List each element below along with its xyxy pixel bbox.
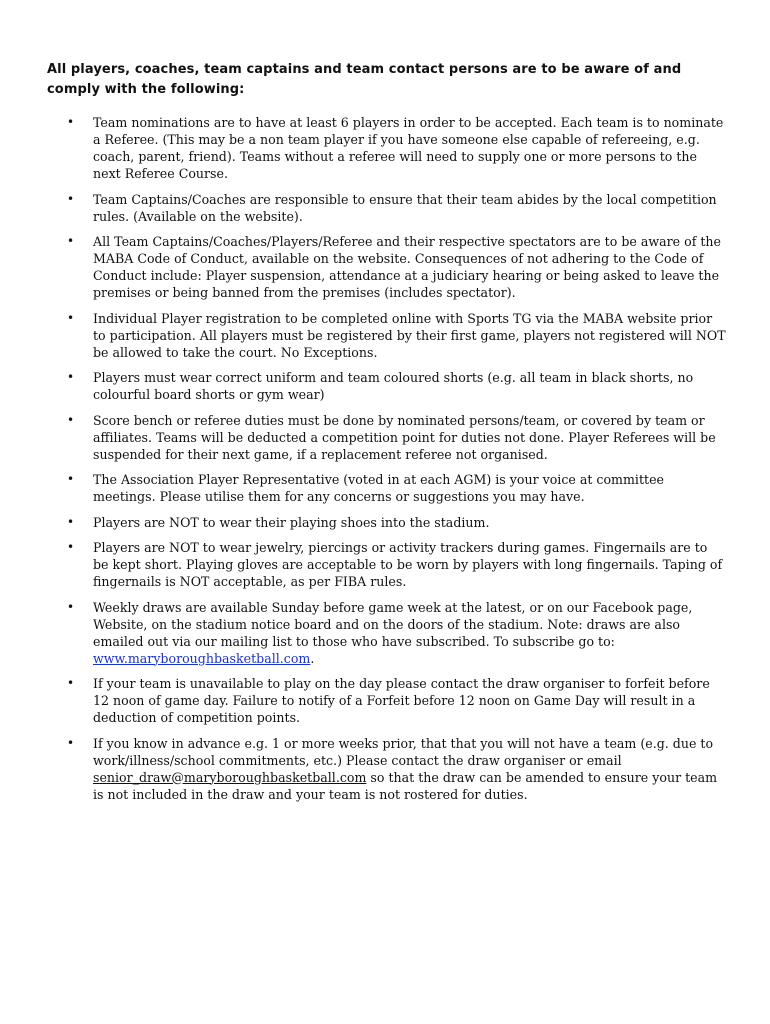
rule-text: Team nominations are to have at least 6 players in order to be accepted. Each team is to nominate a Referee. (This may be a non team player if you have someone else capable of refereeing, e.g. coach, parent, friend). Teams without a referee will need to supply one or more persons to the next Referee Course.: [93, 115, 724, 181]
bullet-icon: •: [67, 191, 75, 206]
email-link[interactable]: senior_draw@maryboroughbasketball.com: [93, 769, 367, 785]
rule-text: Weekly draws are available Sunday before game week at the latest, or on our Facebook page, Website, on the stadium notice board and on the doors of the stadium. Note: draws are also emailed out via our mailing list to those who have subscribed. To subscribe go to:: [93, 599, 693, 649]
rule-text: Score bench or referee duties must be done by nominated persons/team, or covered by team or affiliates. Teams will be deducted a competition point for duties not done. Player Referees will be suspended for their next game, if a replacement referee not organised.: [93, 412, 716, 462]
bullet-icon: •: [67, 735, 75, 750]
list-item: [47, 675, 726, 726]
list-item: [47, 599, 726, 667]
rule-text: All Team Captains/Coaches/Players/Referee and their respective spectators are to be aware of the MABA Code of Conduct, available on the website. Consequences of not adhering to the Code of Conduct include: Player suspension, attendance at a judiciary hearing or being asked to leave the premises or being banned from the premises (includes spectator).: [93, 234, 721, 300]
website-link[interactable]: www.maryboroughbasketball.com: [93, 650, 311, 666]
list-item: [47, 412, 726, 463]
bullet-icon: •: [67, 514, 75, 529]
list-item: [47, 369, 726, 403]
list-item: [47, 191, 726, 225]
bullet-icon: •: [67, 540, 75, 554]
list-item: [47, 735, 726, 803]
list-item: [47, 114, 726, 182]
rule-text: If you know in advance e.g. 1 or more weeks prior, that that you will not have a team (e.g. due to work/illness/school commitments, etc.) Please contact the draw organiser or email: [93, 735, 714, 768]
rules-heading: All players, coaches, team captains and team contact persons are to be aware of and comply with the following:: [47, 62, 682, 97]
rule-text: Players are NOT to wear jewelry, piercings or activity trackers during games. Fingernails are to be kept short. Playing gloves are acceptable to be worn by players with long fingernails. Taping of fingernails is NOT acceptable, as per FIBA rules.: [93, 540, 723, 589]
bullet-icon: •: [67, 234, 75, 248]
rule-text-end: so that the draw can be amended to ensure your team is not included in the draw and your team is not rostered for duties.: [93, 769, 718, 802]
bullet-icon: •: [67, 310, 75, 325]
rules-list: [47, 114, 726, 803]
list-item: [47, 539, 726, 590]
bullet-icon: •: [67, 599, 75, 614]
list-item: [47, 471, 726, 505]
rule-text: Players are NOT to wear their playing shoes into the stadium.: [93, 514, 490, 530]
bullet-icon: •: [67, 412, 75, 427]
rule-text: If your team is unavailable to play on the day please contact the draw organiser to forfeit before 12 noon of game day. Failure to notify of a Forfeit before 12 noon on Game Day will result in a deduction of competition points.: [93, 676, 710, 725]
list-item: [47, 310, 726, 361]
rule-text: Players must wear correct uniform and team coloured shorts (e.g. all team in black shorts, no colourful board shorts or gym wear): [93, 370, 694, 402]
bullet-icon: •: [67, 370, 75, 384]
bullet-icon: •: [67, 676, 75, 690]
rule-text: Individual Player registration to be completed online with Sports TG via the MABA website prior to participation. All players must be registered by their first game, players not registered will NOT be allowed to take the court. No Exceptions.: [93, 310, 726, 360]
rule-text: The Association Player Representative (voted in at each AGM) is your voice at committee meetings. Please utilise them for any concerns or suggestions you may have.: [93, 472, 664, 504]
list-item: [47, 233, 726, 301]
rule-text-end: .: [310, 650, 315, 666]
rule-text: Team Captains/Coaches are responsible to ensure that their team abides by the local competition rules. (Available on the website).: [93, 191, 717, 224]
list-item: [47, 514, 726, 531]
bullet-icon: •: [67, 115, 75, 129]
bullet-icon: •: [67, 472, 75, 486]
